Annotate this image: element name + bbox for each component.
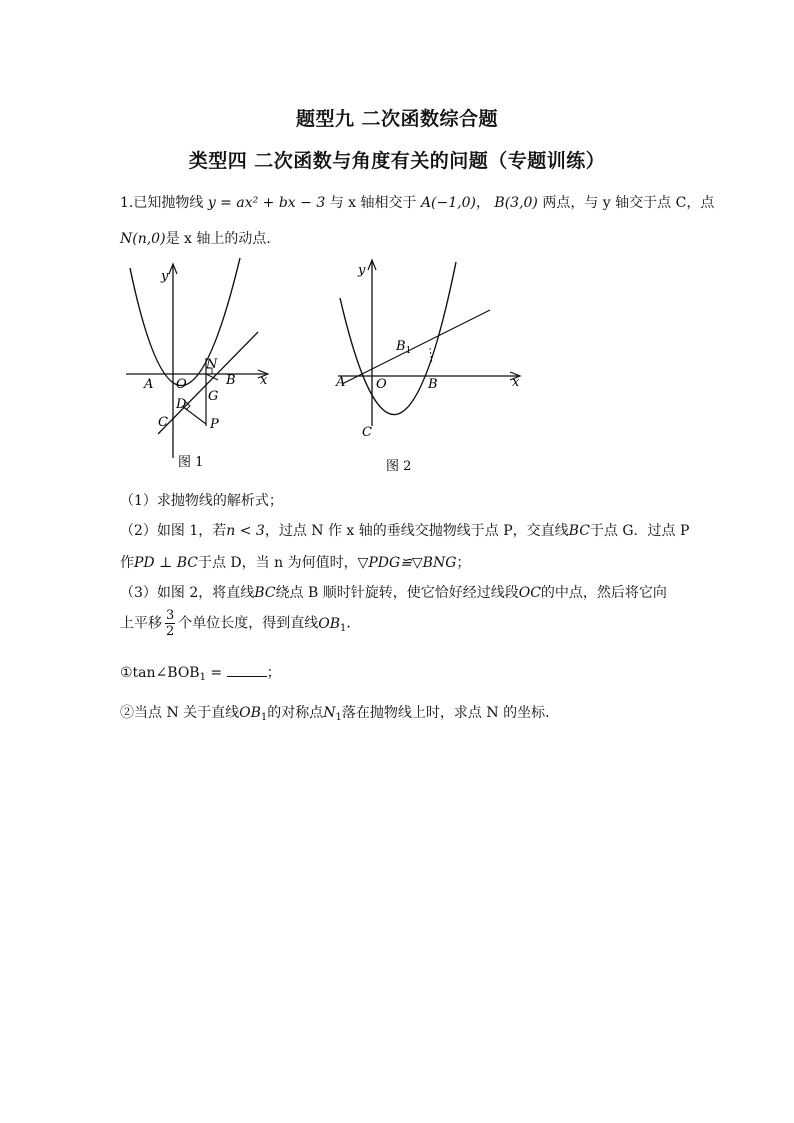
subscript: 1 — [199, 672, 206, 683]
q3-text: 个单位长度，得到直线 — [178, 615, 319, 632]
q3-text: 的中点，然后将它向 — [540, 585, 667, 601]
problem-statement-line1 — [120, 192, 714, 212]
q3-text: 绕点 B 顺时针旋转，使它恰好经过线段 — [275, 585, 519, 601]
question-1: （1）求抛物线的解析式； — [120, 493, 283, 509]
label-x: x — [260, 373, 268, 388]
point-a: A(−1,0) — [420, 195, 476, 211]
label-g: G — [208, 389, 219, 404]
line-ob1 — [342, 310, 490, 384]
intro-text: 两点，与 y 轴交于点 C，点 — [542, 195, 715, 211]
q3-2-text: ②当点 N 关于直线 — [120, 705, 240, 721]
label-y: y — [358, 263, 366, 278]
q3-2-point-n1: $N_1$ — [323, 705, 342, 723]
label-n: N — [206, 357, 218, 372]
q2-text: （2）如图 1，若 — [120, 523, 227, 539]
parabola-equation: y = ax² + bx − 3 — [207, 195, 326, 211]
q3-1-text: = — [205, 665, 227, 681]
q3-line-bc: BC — [254, 585, 276, 601]
q2-text: 于点 G．过点 P — [589, 523, 690, 539]
fraction-denominator: 2 — [166, 624, 175, 639]
question-2-line1 — [120, 520, 689, 540]
fraction-three-halves — [165, 608, 175, 639]
label-c: C — [158, 415, 168, 430]
q2-text: 于点 D，当 n 为何值时， — [197, 555, 358, 571]
q3-line-ob1: $OB_1$ — [318, 615, 347, 634]
figure-2 — [332, 256, 528, 478]
q3-2-text: 的对称点 — [267, 705, 324, 721]
label-d: D — [176, 397, 187, 412]
q2-line-bc: BC — [568, 523, 590, 539]
label-b: B — [226, 373, 236, 388]
label-c: C — [362, 425, 372, 440]
figure-2-caption: 图 2 — [386, 459, 412, 474]
label-a: A — [144, 377, 154, 392]
question-2-line2 — [120, 552, 470, 572]
intro-text: 已知抛物线 — [133, 195, 204, 211]
q3-2-text: 落在抛物线上时，求点 N 的坐标． — [341, 705, 560, 721]
intro-text: 与 x 轴相交于 — [329, 195, 417, 211]
q3-1-text: ①tan∠BOB — [120, 665, 200, 681]
q2-perpendicular: PD ⊥ BC — [134, 555, 198, 571]
label-b1: $B_1$ — [396, 339, 412, 356]
label-a: A — [336, 375, 346, 390]
q3-segment-oc: OC — [518, 585, 541, 601]
question-3-part-1 — [120, 662, 281, 683]
problem-statement-line2 — [120, 228, 280, 248]
q3-text: 上平移 — [120, 615, 162, 632]
label-y: y — [161, 269, 169, 284]
label-x: x — [512, 375, 520, 390]
problem-number: 1. — [120, 195, 134, 211]
q2-text: ； — [456, 555, 471, 571]
q2-text: 作 — [120, 555, 134, 571]
label-b: B — [428, 377, 438, 392]
question-3-line2 — [120, 608, 360, 639]
section-title: 类型四 二次函数与角度有关的问题（专题训练） — [188, 150, 606, 172]
label-p: P — [210, 417, 219, 432]
q3-text: （3）如图 2，将直线 — [120, 585, 255, 601]
intro-text: 是 x 轴上的动点． — [165, 231, 281, 247]
q3-2-line-ob1: $OB_1$ — [239, 705, 268, 723]
q3-1-text: ； — [266, 665, 281, 681]
label-o: O — [176, 377, 187, 392]
q3-text: ． — [346, 615, 361, 632]
answer-blank — [227, 664, 267, 677]
q2-text: ，过点 N 作 x 轴的垂线交抛物线于点 P，交直线 — [264, 523, 569, 539]
fraction-numerator: 3 — [166, 608, 175, 623]
question-3-line1 — [120, 582, 667, 602]
point-n: N(n,0) — [120, 231, 166, 247]
point-b: B(3,0) — [494, 195, 538, 211]
q2-congruence: ▽PDG≌▽BNG — [357, 555, 457, 571]
q2-condition: n < 3 — [226, 523, 265, 539]
question-3-part-2 — [120, 702, 559, 723]
page-title: 题型九 二次函数综合题 — [295, 108, 499, 130]
comma: ， — [475, 195, 490, 211]
label-o: O — [376, 377, 387, 392]
figure-1-caption: 图 1 — [178, 455, 204, 470]
figure-1 — [118, 258, 298, 478]
